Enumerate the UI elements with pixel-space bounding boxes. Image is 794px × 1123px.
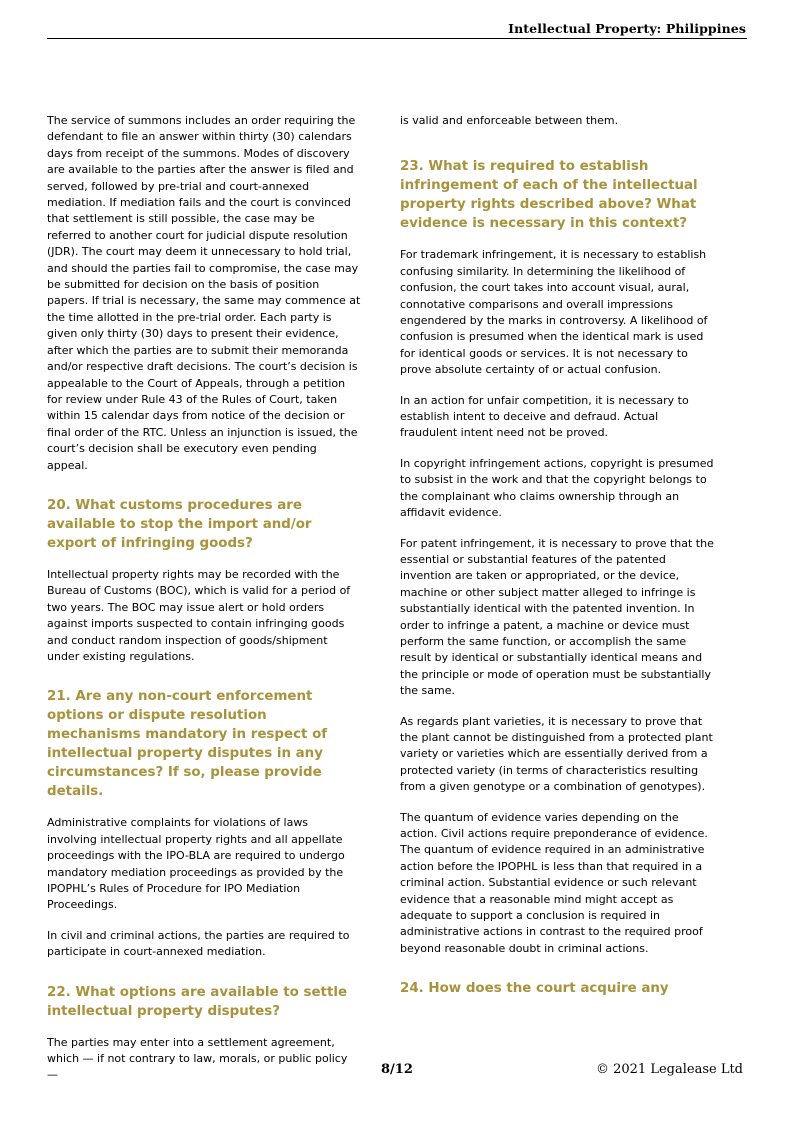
answer-23-copyright: In copyright infringement actions, copyright is presumed to subsist in the work and that the copyright belongs to the complainant who claims ownership through an affidavit evidence. — [400, 456, 714, 520]
question-24-heading: 24. How does the court acquire any — [400, 981, 669, 997]
answer-23-trademark: For trademark infringement, it is necessary to establish confusing similarity. In determining the likelihood of confusion, the court takes into account visual, aural, connotative comparisons and overall impressions engendered by the marks in controversy. A likelihood of confusion is presumed when the identical mark is used for identical goods or services. It is not necessary to prove absolute certainty of or actual confusion. — [400, 248, 708, 377]
running-header-title: Intellectual Property: Philippines — [508, 21, 746, 36]
answer-23-plant-varieties: As regards plant varieties, it is necessary to prove that the plant cannot be distinguished from a protected plant variety or varieties which are essentially derived from a protected variety (in terms of characteristics resulting from a given genotype or a combination of genotypes). — [400, 714, 713, 794]
answer-21-paragraph-1: Administrative complaints for violations of laws involving intellectual property rights and all appellate proceedings with the IPO-BLA are required to undergo mandatory mediation proceedings as provided by the IPOPHL’s Rules of Procedure for IPO Mediation Proceedings. — [47, 816, 345, 912]
question-20-heading: 20. What customs procedures are available to stop the import and/or export of infringing goods? — [47, 497, 312, 551]
answer-21-paragraph-2: In civil and criminal actions, the parties are required to participate in court-annexed mediation. — [47, 928, 350, 959]
answer-23-quantum-of-evidence: The quantum of evidence varies depending on the action. Civil actions require preponderance of evidence. The quantum of evidence required in an administrative action before the IPOPHL is less than that required in a criminal action. Substantial evidence or such relevant evidence that a reasonable mind might accept as adequate to support a conclusion is required in administrative actions in contrast to the required proof beyond reasonable doubt in criminal actions. — [400, 810, 708, 955]
answer-22-paragraph: The parties may enter into a settlement agreement, which — if not contrary to law, morals, or public policy — — [47, 1035, 348, 1082]
question-23-heading: 23. What is required to establish infringement of each of the intellectual property rights described above? What evidence is necessary in this context? — [400, 159, 698, 232]
paragraph-summons: The service of summons includes an order requiring the defendant to file an answer within thirty (30) calendars days from receipt of the summons. Modes of discovery are available to the parties after the answer is filed and served, followed by pre-trial and court-annexed mediation. If mediation fails and the court is convinced that settlement is still possible, the case may be referred to another court for judicial dispute resolution (JDR). The court may deem it unnecessary to hold trial, and should the parties fail to compromise, the case may be submitted for decision on the basis of position papers. If trial is necessary, the same may commence at the time allotted in the pre-trial order. Each party is given only thirty (30) days to present their evidence, after which the parties are to submit their memoranda and/or respective draft decisions. The court’s decision is appealable to the Court of Appeals, through a petition for review under Rule 43 of the Rules of Court, taken within 15 calendar days from notice of the decision or final order of the RTC. Unless an injunction is issued, the court’s decision shall be executory even pending appeal. — [47, 114, 361, 472]
header-divider — [47, 38, 747, 39]
answer-22-continuation: is valid and enforceable between them. — [400, 114, 619, 127]
page-number: 8/12 — [381, 1062, 413, 1077]
answer-23-patent: For patent infringement, it is necessary to prove that the essential or substantial features of the patented invention are taken or appropriated, or the device, machine or other subject matter alleged to infringe is substantially identical with the patented invention. In order to infringe a patent, a machine or device must perform the same function, or accomplish the same result by identical or substantially identical means and the principle or mode of operation must be substantially the same. — [400, 536, 714, 698]
answer-23-unfair-competition: In an action for unfair competition, it is necessary to establish intent to deceive and defraud. Actual fraudulent intent need not be proved. — [400, 393, 689, 440]
question-21-heading: 21. Are any non-court enforcement options or dispute resolution mechanisms mandatory in respect of intellectual property disputes in any circumstances? If so, please provide details. — [47, 689, 328, 800]
right-column — [400, 113, 718, 1012]
answer-20-paragraph: Intellectual property rights may be recorded with the Bureau of Customs (BOC), which is valid for a period of two years. The BOC may issue alert or hold orders against imports suspected to contain infringing goods and conduct random inspection of goods/shipment under existing regulations. — [47, 567, 351, 663]
question-22-heading: 22. What options are available to settle intellectual property disputes? — [47, 984, 348, 1019]
copyright-notice: © 2021 Legalease Ltd — [595, 1062, 743, 1077]
left-column — [47, 113, 361, 1098]
